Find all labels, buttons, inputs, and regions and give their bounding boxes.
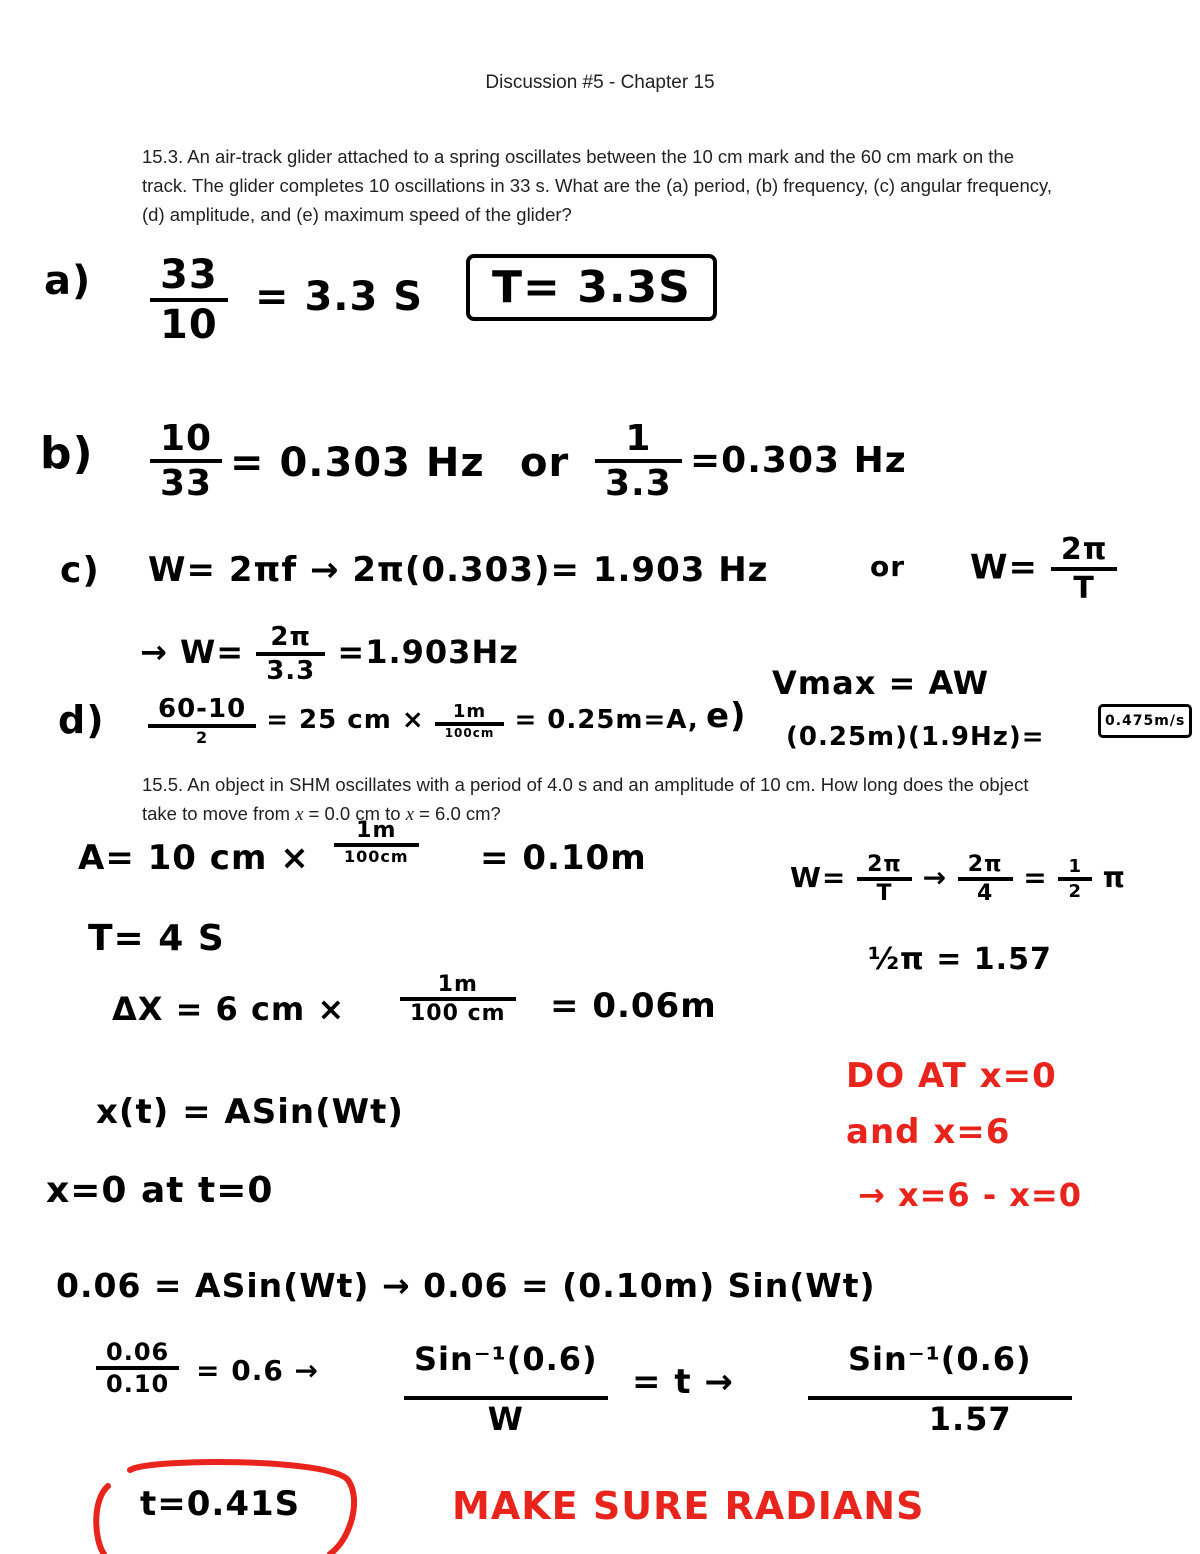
part-b-result: = 0.303 Hz (230, 440, 485, 486)
omega-arrow: → (922, 861, 948, 894)
arcsin-denominator-2: 1.57 (928, 1400, 1012, 1438)
part-a-boxed-answer: T= 3.3S (466, 254, 717, 321)
part-a-fraction (150, 252, 228, 348)
initial-condition: x=0 at t=0 (46, 1170, 274, 1211)
part-c-alt-denominator: T (1073, 571, 1095, 606)
part-c-alt-formula (970, 532, 1117, 606)
part-c-line-1: W= 2πf → 2π(0.303)= 1.903 Hz (148, 550, 769, 590)
displacement-denominator: 100 cm (410, 1001, 506, 1026)
period-line: T= 4 S (88, 918, 225, 959)
problem-15-5-text-before: 15.5. An object in SHM oscillates with a period of 4.0 s and an amplitude of 10 cm. How long does the object take to move from (142, 774, 1029, 824)
red-note-3: → x=6 - x=0 (858, 1176, 1082, 1214)
arcsin-fraction (404, 1340, 608, 1438)
part-b-fraction (150, 418, 222, 504)
amplitude-result: = 0.10m (480, 838, 647, 878)
part-b-fraction-2 (595, 418, 682, 504)
part-e-formula: Vmax = AW (772, 664, 990, 702)
part-b-label: b) (40, 428, 94, 479)
arcsin-equals: = t → (632, 1362, 734, 1402)
part-c-line-2-left: → W= (140, 633, 245, 671)
position-function: x(t) = ASin(Wt) (96, 1092, 404, 1132)
omega-calc (790, 852, 1126, 906)
ratio-numerator: 0.06 (96, 1338, 179, 1370)
part-c-line-2 (140, 622, 519, 686)
red-note-radians: MAKE SURE RADIANS (452, 1484, 925, 1528)
displacement-result: = 0.06m (550, 986, 717, 1026)
part-d-label: d) (58, 698, 105, 742)
part-d-numerator: 60-10 (148, 694, 256, 728)
omega-left: W= (790, 861, 847, 894)
omega-numerator: 2π (857, 852, 912, 881)
problem-15-5-text-mid: = 0.0 cm to (303, 803, 406, 824)
part-d-result: = 0.25m=A, (514, 705, 699, 735)
part-d-denominator: 2 (196, 728, 209, 747)
part-c-alt-left: W= (970, 547, 1038, 588)
part-e-label: e) (706, 696, 747, 736)
displacement-fraction (400, 972, 516, 1026)
part-b-numerator: 10 (150, 418, 222, 463)
part-d-middle: = 25 cm × (266, 705, 425, 735)
omega-denominator-2: 4 (977, 881, 994, 906)
final-answer: t=0.41S (140, 1484, 301, 1524)
red-note-2: and x=6 (846, 1112, 1011, 1152)
part-c-or: or (870, 550, 906, 583)
red-note-1: DO AT x=0 (846, 1056, 1057, 1096)
ratio-fraction (96, 1338, 179, 1398)
omega-half-denominator: 2 (1068, 881, 1083, 902)
part-c-line-2-numerator: 2π (256, 622, 325, 656)
omega-numerator-2: 2π (958, 852, 1013, 881)
problem-15-5-x-var-2: x (405, 805, 414, 825)
part-a-numerator: 33 (150, 252, 228, 302)
amplitude-left: A= 10 cm × (78, 838, 310, 878)
omega-line-2: ½π = 1.57 (868, 942, 1052, 977)
arcsin-numerator: Sin⁻¹(0.6) (404, 1340, 608, 1400)
part-d-formula (148, 694, 699, 747)
ratio-result: = 0.6 → (196, 1354, 320, 1387)
arcsin-fraction-2 (808, 1340, 1072, 1438)
part-d-conv-numerator: 1m (435, 701, 505, 726)
part-a-denominator: 10 (160, 302, 218, 348)
part-e-boxed-answer: 0.475m/s (1098, 704, 1192, 738)
part-b-numerator-2: 1 (595, 418, 682, 463)
omega-pi: π (1102, 861, 1126, 894)
problem-15-3-text: 15.3. An air-track glider attached to a spring oscillates between the 10 cm mark and the 60 cm mark on the track. The glider completes 10 oscillations in 33 s. What are the (a) period, (b) frequency, (c) angular frequency, (d) amplitude, and (e) maximum speed of the glider? (142, 146, 1053, 225)
omega-half-numerator: 1 (1058, 856, 1092, 881)
part-b-denominator: 33 (160, 463, 213, 504)
arcsin-numerator-2: Sin⁻¹(0.6) (808, 1340, 1072, 1400)
problem-15-5-text (142, 770, 1062, 830)
ratio-denominator: 0.10 (106, 1370, 170, 1398)
page-title: Discussion #5 - Chapter 15 (485, 72, 715, 93)
part-a-result: = 3.3 S (255, 274, 424, 320)
part-b-result-2: =0.303 Hz (690, 440, 907, 481)
part-b-denominator-2: 3.3 (605, 463, 672, 504)
part-c-line-2-right: =1.903Hz (337, 633, 519, 671)
part-a-label: a) (44, 258, 92, 304)
amplitude-fraction (334, 818, 419, 866)
part-c-label: c) (60, 550, 100, 591)
problem-15-5-x-var-1: x (295, 805, 304, 825)
omega-eq: = (1023, 861, 1048, 894)
part-d-conv-denominator: 100cm (444, 726, 495, 740)
part-e-calc: (0.25m)(1.9Hz)= (786, 722, 1045, 752)
displacement-left: ΔX = 6 cm × (112, 990, 346, 1028)
amplitude-denominator: 100cm (344, 847, 409, 866)
amplitude-numerator: 1m (334, 818, 419, 847)
displacement-numerator: 1m (400, 972, 516, 1001)
equation-line: 0.06 = ASin(Wt) → 0.06 = (0.10m) Sin(Wt) (56, 1266, 876, 1305)
part-c-alt-numerator: 2π (1051, 532, 1118, 571)
part-c-line-2-denominator: 3.3 (266, 656, 316, 686)
part-b-or: or (520, 440, 570, 486)
omega-denominator: T (876, 881, 893, 906)
problem-15-5-text-after: = 6.0 cm? (413, 803, 501, 824)
arcsin-denominator: W (487, 1400, 524, 1438)
